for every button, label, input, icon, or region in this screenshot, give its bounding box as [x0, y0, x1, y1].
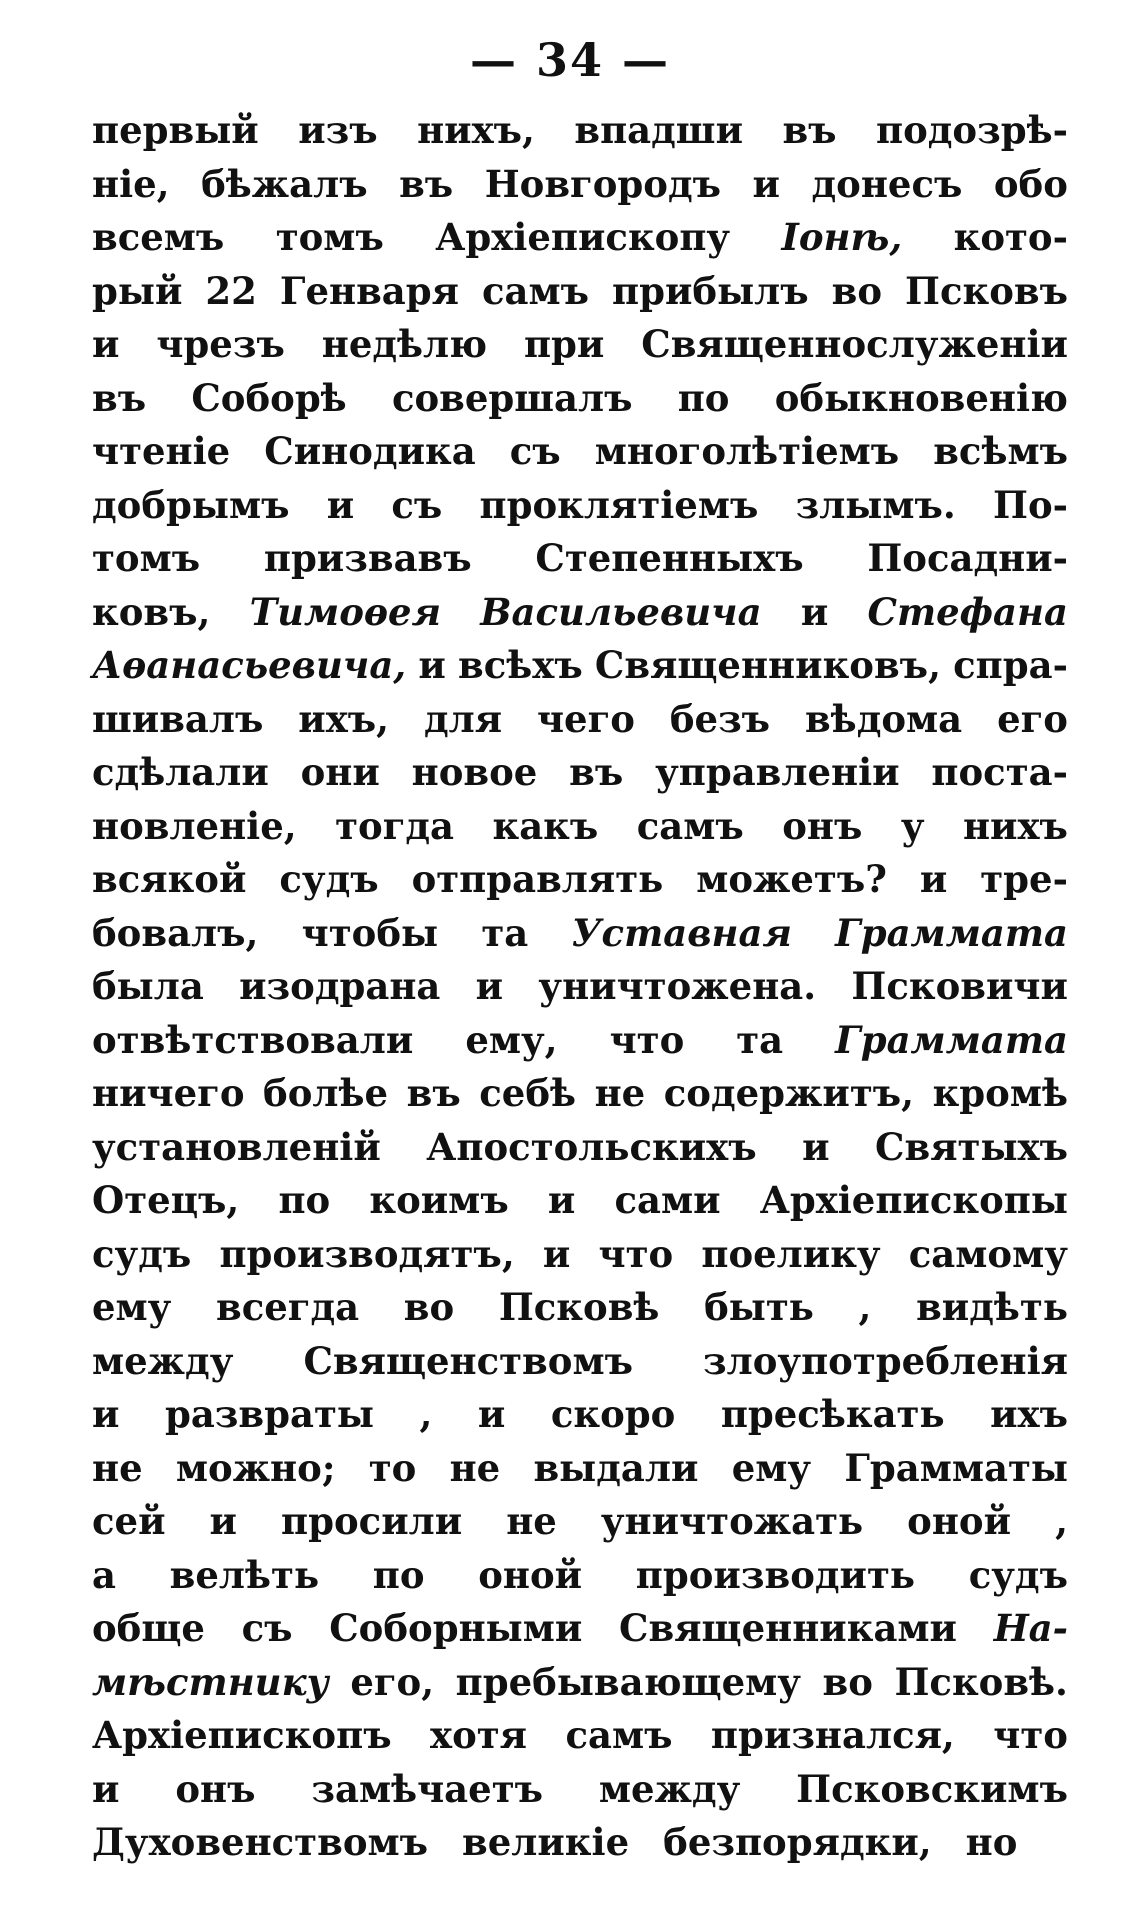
- text-word: нихъ: [962, 803, 1068, 848]
- text-word: томъ: [92, 536, 201, 580]
- text-word: а: [92, 1552, 116, 1597]
- text-line: [92, 104, 1068, 158]
- text-word: Граммата: [835, 910, 1068, 955]
- text-word: въ: [406, 1071, 461, 1115]
- text-word: Архіепископы: [759, 1178, 1068, 1222]
- text-word: съ: [241, 1606, 293, 1650]
- text-word: всемъ: [92, 215, 225, 259]
- text-word: Псковъ: [905, 268, 1068, 313]
- text-word: Псковичи: [851, 964, 1068, 1008]
- text-word: выдали: [533, 1445, 699, 1490]
- text-word: Грамматы: [844, 1445, 1068, 1490]
- text-word: и: [475, 964, 504, 1008]
- text-word: Аѳанасьевича,: [92, 643, 407, 687]
- text-word: та: [736, 1017, 784, 1062]
- text-line: [92, 1602, 1068, 1656]
- text-word: между: [598, 1766, 741, 1811]
- text-word: Священнослуженіи: [641, 322, 1068, 366]
- text-word: Стефана: [867, 589, 1068, 634]
- text-word: поелику: [701, 1231, 881, 1276]
- text-word: въ: [399, 161, 454, 206]
- text-word: шивалъ: [92, 696, 264, 741]
- text-word: Посадни-: [867, 536, 1068, 580]
- text-word: установленій: [92, 1124, 381, 1169]
- text-line: [92, 318, 1068, 372]
- text-word: тогда: [335, 803, 455, 848]
- text-word: съ: [391, 482, 443, 527]
- text-line: [92, 1495, 1068, 1549]
- text-word: спра-: [953, 643, 1068, 687]
- text-line: [92, 532, 1068, 586]
- text-word: Соборными: [329, 1606, 583, 1650]
- text-word: ,: [858, 1285, 872, 1329]
- text-word: быть: [704, 1285, 814, 1329]
- text-line: [92, 853, 1068, 907]
- text-word: прибылъ: [612, 268, 809, 313]
- text-word: тре-: [980, 857, 1068, 901]
- text-word: Граммата: [835, 1017, 1068, 1062]
- text-line: [92, 1388, 1068, 1442]
- text-word: ему: [92, 1285, 172, 1329]
- text-word: ихъ: [990, 1392, 1068, 1436]
- text-word: Архіепископъ: [92, 1713, 392, 1757]
- text-word: та: [481, 910, 529, 955]
- text-word: просили: [281, 1499, 463, 1543]
- text-word: самъ: [481, 268, 589, 313]
- text-word: и: [209, 1499, 237, 1543]
- text-word: всегда: [216, 1285, 360, 1329]
- text-word: безъ: [669, 696, 771, 741]
- text-word: онъ: [175, 1766, 256, 1811]
- text-word: бовалъ,: [92, 910, 259, 955]
- text-word: для: [423, 696, 503, 741]
- text-word: кото-: [953, 215, 1068, 259]
- text-word: и: [92, 1392, 120, 1436]
- text-word: оной: [478, 1552, 583, 1597]
- text-word: его: [997, 696, 1068, 741]
- text-word: самъ: [636, 803, 744, 848]
- text-word: сами: [614, 1178, 721, 1222]
- text-line: [92, 1174, 1068, 1228]
- text-word: себѣ: [479, 1071, 577, 1115]
- text-word: Апостольскихъ: [426, 1124, 757, 1169]
- text-word: сей: [92, 1499, 166, 1543]
- text-word: добрымъ: [92, 482, 290, 527]
- text-word: впадши: [574, 108, 744, 152]
- text-word: между: [92, 1338, 234, 1383]
- text-word: оной: [907, 1499, 1012, 1543]
- text-line: [92, 746, 1068, 800]
- text-word: отвѣтствовали: [92, 1017, 414, 1062]
- text-word: недѣлю: [321, 322, 488, 366]
- text-word: Синодика: [264, 429, 476, 473]
- text-word: и: [800, 589, 829, 634]
- text-word: ніе,: [92, 161, 170, 206]
- text-word: какъ: [492, 803, 599, 848]
- text-word: всякой: [92, 857, 247, 901]
- text-line: [92, 639, 1068, 693]
- text-word: многолѣтіемъ: [594, 429, 900, 473]
- text-word: совершалъ: [391, 375, 633, 420]
- text-word: Уставная: [571, 910, 792, 955]
- text-word: ковъ,: [92, 589, 211, 634]
- text-line: [92, 1709, 1068, 1763]
- text-word: велѣть: [169, 1552, 320, 1597]
- text-line: [92, 211, 1068, 265]
- text-word: производятъ,: [219, 1231, 515, 1276]
- text-line: [92, 1442, 1068, 1496]
- text-word: безпорядки,: [663, 1820, 932, 1864]
- text-word: изъ: [298, 108, 378, 152]
- text-word: судъ: [92, 1231, 192, 1276]
- text-word: не: [506, 1499, 557, 1543]
- text-word: и: [547, 1178, 576, 1222]
- text-word: въ: [92, 375, 147, 420]
- text-word: и: [542, 1231, 571, 1276]
- text-word: ихъ,: [298, 696, 390, 741]
- text-word: бѣжалъ: [201, 161, 368, 206]
- text-word: что: [598, 1231, 674, 1276]
- text-word: можетъ?: [696, 857, 887, 901]
- text-word: и: [326, 482, 355, 527]
- text-word: На-: [993, 1606, 1068, 1650]
- text-word: по: [677, 375, 730, 420]
- text-word: всѣмъ: [933, 429, 1068, 473]
- text-line: [92, 1335, 1068, 1389]
- text-word: и: [802, 1124, 830, 1169]
- text-word: ,: [1055, 1499, 1068, 1543]
- text-word: кромѣ: [932, 1071, 1068, 1115]
- text-word: признался,: [710, 1713, 955, 1757]
- text-word: 22: [205, 268, 257, 313]
- text-word: новленіе,: [92, 803, 297, 848]
- text-line: [92, 1763, 1068, 1817]
- text-word: чтеніе: [92, 429, 231, 473]
- text-line: [92, 1228, 1068, 1282]
- text-word: Псковскимъ: [796, 1766, 1068, 1811]
- text-word: пресѣкать: [720, 1392, 945, 1436]
- text-word: злымъ.: [795, 482, 956, 527]
- text-word: уничтожать: [600, 1499, 864, 1543]
- text-word: его,: [350, 1659, 435, 1704]
- text-word: нихъ,: [417, 108, 535, 152]
- text-word: во: [403, 1285, 455, 1329]
- text-word: сдѣлали: [92, 750, 269, 794]
- text-word: поста-: [931, 750, 1068, 794]
- text-word: и: [919, 857, 948, 901]
- text-line: [92, 693, 1068, 747]
- text-word: первый: [92, 108, 259, 152]
- text-line: [92, 1121, 1068, 1175]
- text-line: [92, 586, 1068, 640]
- text-word: чего: [536, 696, 635, 741]
- text-word: ничего: [92, 1071, 245, 1115]
- text-word: у: [900, 803, 925, 848]
- text-word: ,: [419, 1392, 433, 1436]
- body-text: [92, 104, 1068, 1870]
- text-word: злоупотребленія: [703, 1338, 1068, 1383]
- text-line: [92, 1067, 1068, 1121]
- text-word: новое: [411, 750, 538, 794]
- text-line: [92, 800, 1068, 854]
- text-line: [92, 960, 1068, 1014]
- text-word: Степенныхъ: [535, 536, 804, 580]
- text-word: Соборѣ: [191, 375, 347, 420]
- text-word: мѣстнику: [92, 1659, 329, 1704]
- text-word: содержитъ,: [663, 1071, 915, 1115]
- text-word: хотя: [430, 1713, 528, 1757]
- text-line: [92, 425, 1068, 479]
- text-word: не: [594, 1071, 646, 1115]
- text-word: подозрѣ-: [875, 108, 1068, 152]
- text-word: и: [92, 322, 120, 366]
- text-line: [92, 158, 1068, 212]
- text-word: по: [278, 1178, 331, 1222]
- text-word: чтобы: [301, 910, 439, 955]
- text-word: судъ: [968, 1552, 1068, 1597]
- text-line: [92, 1816, 1068, 1870]
- text-line: [92, 372, 1068, 426]
- text-word: самому: [908, 1231, 1068, 1276]
- text-word: видѣть: [916, 1285, 1068, 1329]
- text-word: обще: [92, 1606, 205, 1650]
- text-word: проклятіемъ: [479, 482, 759, 527]
- text-word: въ: [569, 750, 624, 794]
- text-word: чрезъ: [156, 322, 285, 366]
- text-word: Отецъ,: [92, 1178, 240, 1222]
- text-word: Священниковъ,: [594, 643, 941, 687]
- text-word: Псковѣ.: [894, 1659, 1068, 1704]
- text-word: самъ: [565, 1713, 673, 1757]
- text-word: Святыхъ: [875, 1124, 1068, 1169]
- text-word: при: [523, 322, 605, 366]
- text-word: Іонѣ,: [781, 215, 903, 259]
- text-word: Псковѣ: [498, 1285, 660, 1329]
- text-word: изодрана: [239, 964, 441, 1008]
- text-word: не: [449, 1445, 501, 1490]
- text-word: болѣе: [263, 1071, 389, 1115]
- text-word: въ: [782, 108, 837, 152]
- text-word: и: [477, 1392, 506, 1436]
- text-word: ему: [731, 1445, 812, 1490]
- text-word: то: [368, 1445, 417, 1490]
- text-word: томъ: [275, 215, 384, 259]
- text-word: они: [300, 750, 380, 794]
- text-word: что: [609, 1017, 685, 1062]
- text-word: великіе: [462, 1820, 630, 1864]
- text-word: Генваря: [279, 268, 459, 313]
- text-word: скоро: [550, 1392, 676, 1436]
- text-word: Новгородъ: [484, 161, 721, 206]
- text-word: была: [92, 964, 204, 1008]
- text-word: съ: [509, 429, 561, 473]
- text-word: ему,: [465, 1017, 558, 1062]
- text-word: не: [92, 1445, 143, 1490]
- text-word: призвавъ: [263, 536, 472, 580]
- page-number: — 34 —: [469, 33, 671, 87]
- text-word: донесъ: [811, 161, 963, 206]
- text-word: управленіи: [655, 750, 900, 794]
- text-word: пребывающему: [455, 1659, 801, 1704]
- text-word: Священниками: [619, 1606, 957, 1650]
- text-line: [92, 479, 1068, 533]
- text-word: Архіепископу: [435, 215, 731, 259]
- text-word: обыкновенію: [774, 375, 1068, 420]
- text-word: производить: [635, 1552, 916, 1597]
- text-word: по: [372, 1552, 425, 1597]
- text-word: Васильевича: [480, 589, 762, 634]
- text-word: во: [822, 1659, 873, 1704]
- text-word: рый: [92, 268, 183, 313]
- text-word: обо: [993, 161, 1068, 206]
- text-word: Священствомъ: [303, 1338, 633, 1383]
- text-word: что: [993, 1713, 1068, 1757]
- text-word: вѣдома: [804, 696, 963, 741]
- text-word: Тимоѳея: [249, 589, 442, 634]
- text-line: [92, 907, 1068, 961]
- text-word: всѣхъ: [458, 643, 583, 687]
- text-line: [92, 265, 1068, 319]
- text-word: уничтожена.: [538, 964, 817, 1008]
- text-word: развраты: [164, 1392, 374, 1436]
- text-line: [92, 1549, 1068, 1603]
- text-word: По-: [993, 482, 1068, 527]
- text-line: [92, 1014, 1068, 1068]
- text-word: и: [418, 643, 446, 687]
- text-word: Духовенствомъ: [92, 1820, 429, 1864]
- text-word: коимъ: [369, 1178, 509, 1222]
- text-word: во: [831, 268, 883, 313]
- text-word: онъ: [782, 803, 863, 848]
- text-line: [92, 1656, 1068, 1710]
- text-word: судъ: [279, 857, 379, 901]
- text-word: отправлять: [411, 857, 664, 901]
- text-word: и: [92, 1766, 120, 1811]
- text-word: замѣчаетъ: [311, 1766, 544, 1811]
- text-word: и: [752, 161, 780, 206]
- text-word: но: [965, 1820, 1018, 1864]
- text-word: можно;: [175, 1445, 336, 1490]
- text-line: [92, 1281, 1068, 1335]
